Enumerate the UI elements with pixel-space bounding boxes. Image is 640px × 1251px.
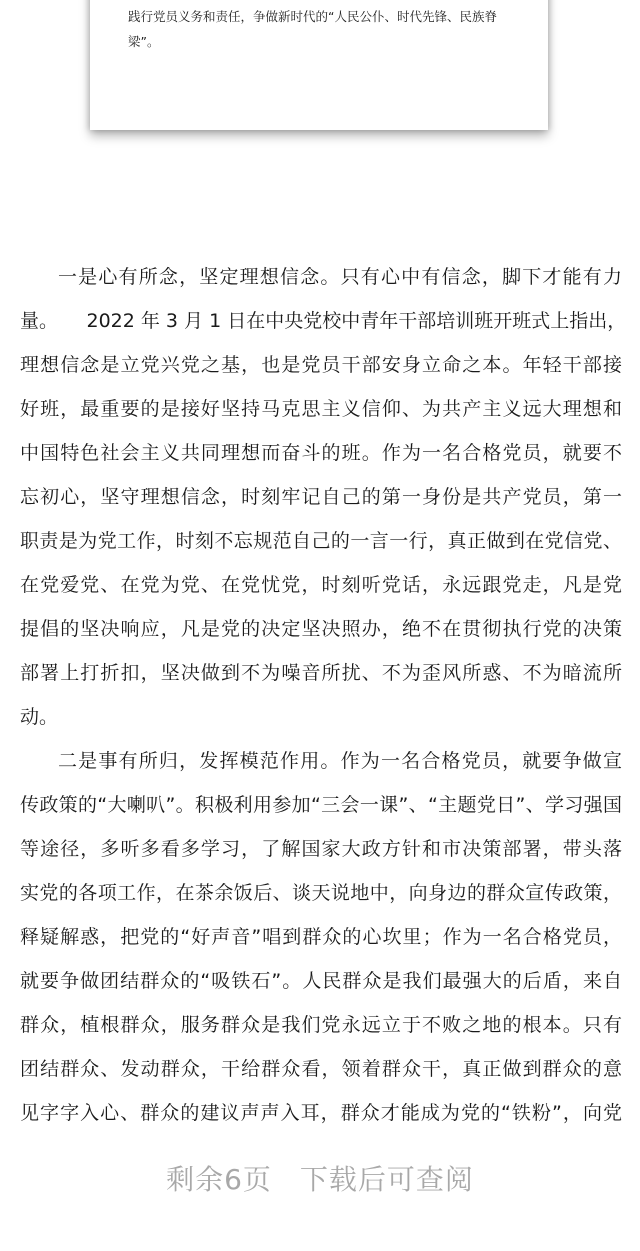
text-line: 二是事有所归，发挥模范作用。作为一名合格党员，就要争做宣: [58, 750, 622, 772]
text-line: 实党的各项工作，在茶余饭后、谈天说地中，向身边的群众宣传政策，: [20, 882, 622, 904]
download-prompt[interactable]: [0, 1150, 640, 1210]
text-line: 动。: [20, 706, 59, 728]
text-line: 见字字入心、群众的建议声声入耳，群众才能成为党的“铁粉”，向党: [20, 1102, 622, 1124]
text-line: 群众，植根群众，服务群众是我们党永远立于不败之地的根本。只有: [20, 1014, 622, 1036]
download-to-read-text[interactable]: 下载后可查阅: [299, 1163, 474, 1196]
text-line: 释疑解惑，把党的“好声音”唱到群众的心坎里；作为一名合格党员，: [20, 926, 622, 948]
remaining-pages-text[interactable]: 剩余6页: [166, 1163, 272, 1196]
text-line: 理想信念是立党兴党之基，也是党员干部安身立命之本。年轻干部接: [20, 354, 622, 376]
text-line: 中国特色社会主义共同理想而奋斗的班。作为一名合格党员，就要不: [20, 442, 622, 464]
text-line: 等途径，多听多看多学习，了解国家大政方针和市决策部署，带头落: [20, 838, 622, 860]
card-line: 梁”。: [128, 34, 160, 49]
article-body: [20, 255, 627, 1135]
text-line: 好班，最重要的是接好坚持马克思主义信仰、为共产主义远大理想和: [20, 398, 622, 420]
text-line: 量。 2022 年 3 月 1 日在中央党校中青年干部培训班开班式上指出，: [20, 310, 627, 332]
text-line: 部署上打折扣，坚决做到不为噪音所扰、不为歪风所惑、不为暗流所: [20, 662, 622, 684]
text-line: 一是心有所念，坚定理想信念。只有心中有信念，脚下才能有力: [58, 266, 622, 288]
card-line: 践行党员义务和责任，争做新时代的“人民公仆、时代先锋、民族脊: [128, 9, 497, 24]
text-line: 传政策的“大喇叭”。积极利用参加“三会一课”、“主题党日”、学习强国: [20, 794, 622, 816]
paragraph-2: [20, 739, 622, 1135]
text-line: 在党爱党、在党为党、在党忧党，时刻听党话，永远跟党走，凡是党: [20, 574, 622, 596]
paragraph-1: [20, 255, 627, 739]
text-line: 忘初心，坚守理想信念，时刻牢记自己的第一身份是共产党员，第一: [20, 486, 622, 508]
text-line: 团结群众、发动群众，干给群众看，领着群众干，真正做到群众的意: [20, 1058, 622, 1080]
text-line: 就要争做团结群众的“吸铁石”。人民群众是我们最强大的后盾，来自: [20, 970, 622, 992]
text-line: 职责是为党工作，时刻不忘规范自己的一言一行，真正做到在党信党、: [20, 530, 622, 552]
card-text: [128, 4, 528, 54]
text-line: 提倡的坚决响应，凡是党的决定坚决照办，绝不在贯彻执行党的决策: [20, 618, 622, 640]
